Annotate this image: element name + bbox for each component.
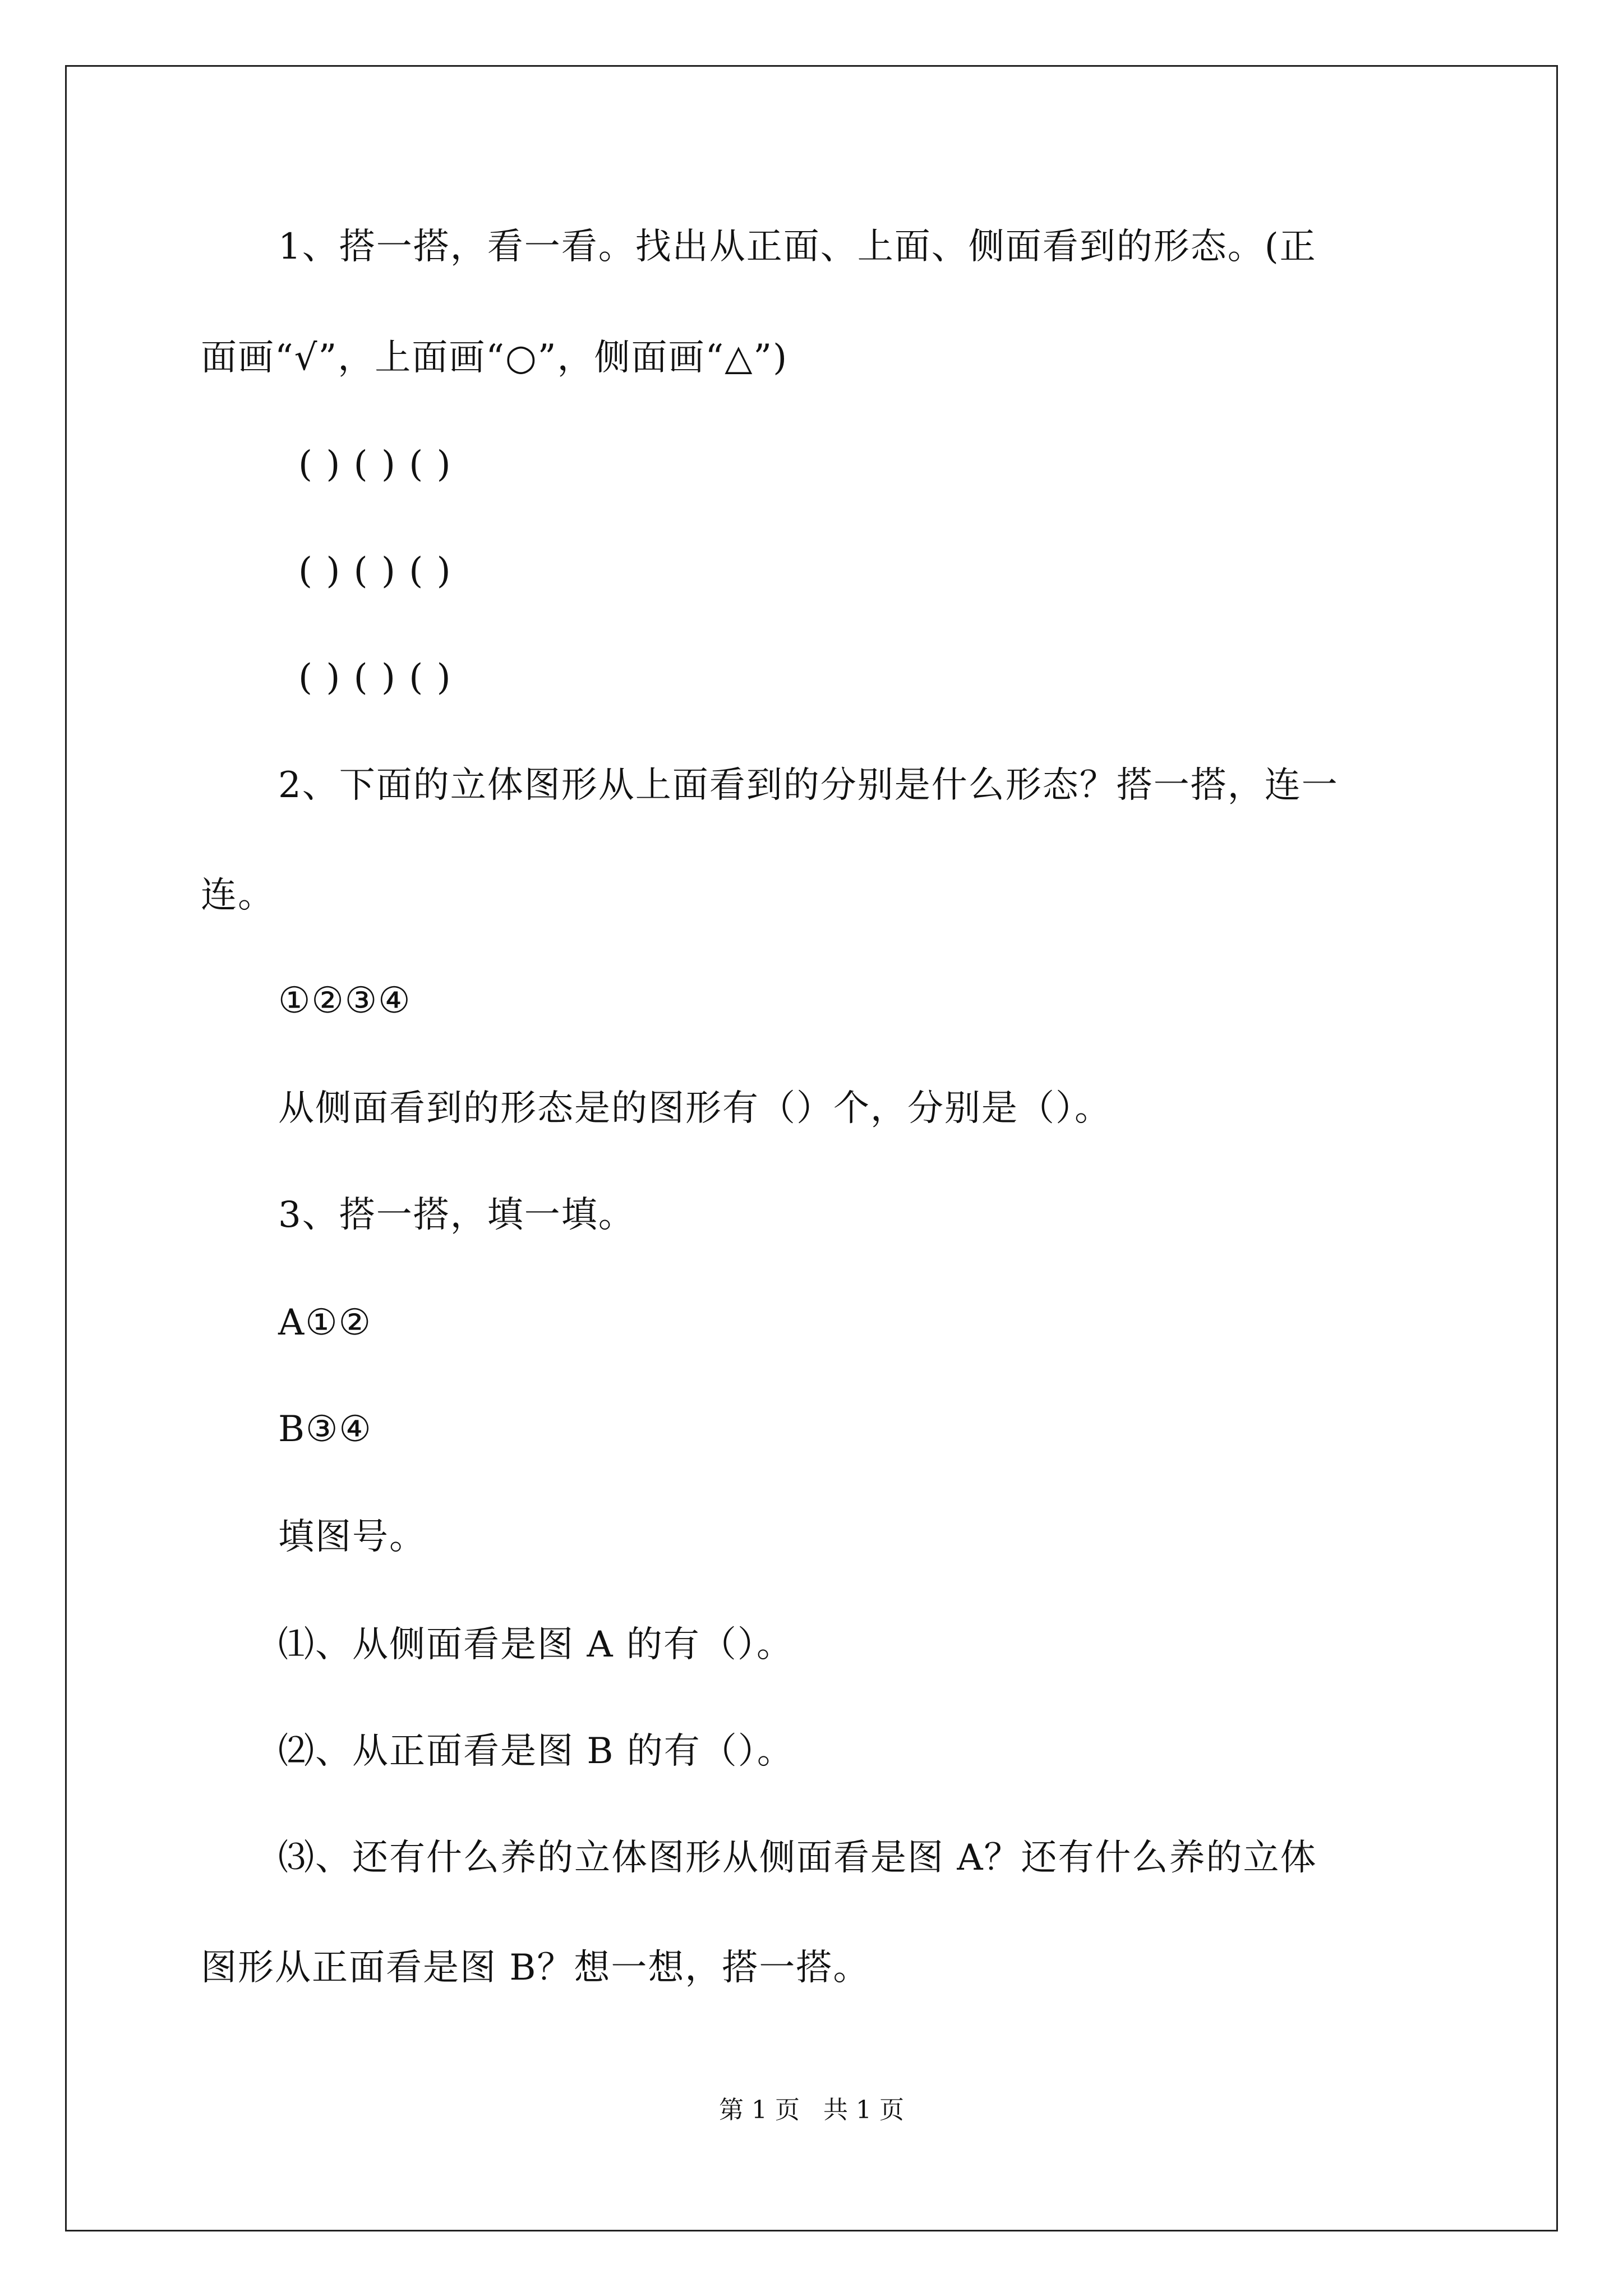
page-footer: 第 1 页 共 1 页: [719, 2096, 904, 2124]
answer-blanks-row-3: ( ) ( ) ( ): [298, 657, 452, 698]
figure-row-a: A①②: [278, 1302, 372, 1343]
sub-question-2: ⑵、从正面看是图 B 的有（）。: [278, 1731, 794, 1772]
question-1-line-2: 面画“√”，上面画“○”，侧面画“△”): [201, 337, 789, 379]
fill-instruction: 填图号。: [278, 1516, 426, 1558]
answer-blanks-row-1: ( ) ( ) ( ): [298, 444, 452, 485]
question-2-line-2: 连。: [201, 875, 275, 916]
figure-numbers: ①②③④: [278, 980, 412, 1022]
sub-question-1: ⑴、从侧面看是图 A 的有（）。: [278, 1624, 794, 1665]
figure-row-b: B③④: [278, 1409, 372, 1450]
side-view-question: 从侧面看到的形态是的图形有（）个，分别是（）。: [278, 1088, 1112, 1129]
answer-blanks-row-2: ( ) ( ) ( ): [298, 550, 452, 592]
page-border: [65, 65, 1558, 2231]
question-3-title: 3、搭一搭，填一填。: [278, 1194, 635, 1236]
sub-question-3-line-2: 图形从正面看是图 B？想一想，搭一搭。: [201, 1947, 870, 1989]
sub-question-3-line-1: ⑶、还有什么养的立体图形从侧面看是图 A？还有什么养的立体: [278, 1837, 1317, 1879]
question-2-line-1: 2、下面的立体图形从上面看到的分别是什么形态？搭一搭，连一: [278, 765, 1339, 806]
question-1-line-1: 1、搭一搭，看一看。找出从正面、上面、侧面看到的形态。(正: [278, 226, 1317, 268]
